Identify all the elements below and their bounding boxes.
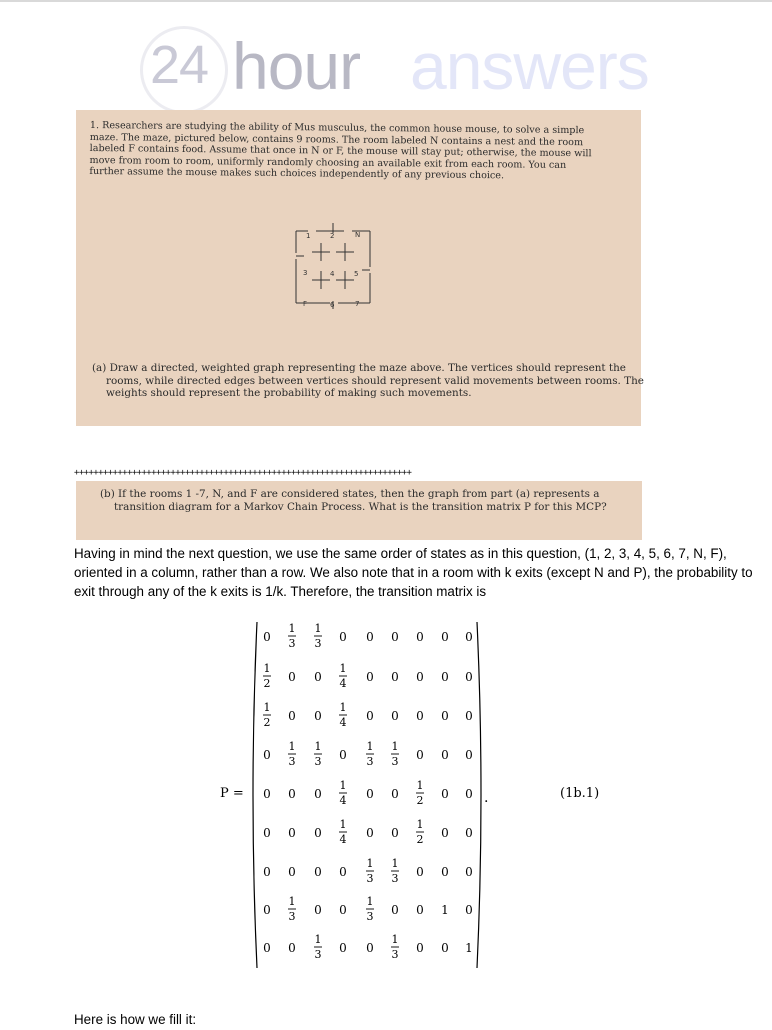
maze-room-4: 4 bbox=[330, 270, 335, 278]
problem-part-a: (a) Draw a directed, weighted graph representing the maze above. The vertices should represent the rooms, while directed edges between vertices should represent valid movements between rooms. The weights should represent the probability of making such movements. bbox=[92, 362, 644, 400]
maze-room-1: 1 bbox=[306, 232, 311, 240]
matrix-cell: 0 bbox=[416, 748, 424, 762]
matrix-cell: 0 bbox=[465, 903, 473, 917]
matrix-cell: 0 bbox=[441, 670, 449, 684]
top-border bbox=[0, 0, 772, 2]
matrix-cell: 0 bbox=[391, 903, 399, 917]
matrix-cell: 0 bbox=[465, 826, 473, 840]
matrix-cell: 1 bbox=[441, 903, 449, 917]
site-logo[interactable] bbox=[140, 22, 660, 102]
matrix-cell-denominator: 4 bbox=[339, 794, 347, 807]
matrix-cell: 0 bbox=[288, 670, 296, 684]
matrix-cell: 0 bbox=[366, 787, 374, 801]
matrix-cell-numerator: 1 bbox=[288, 622, 296, 635]
equation-number: (1b.1) bbox=[560, 786, 600, 801]
matrix-cell: 0 bbox=[441, 865, 449, 879]
maze-room-6: 6 bbox=[330, 301, 335, 309]
matrix-cell: 0 bbox=[441, 941, 449, 955]
matrix-cell: 0 bbox=[416, 941, 424, 955]
matrix-cell: 0 bbox=[416, 865, 424, 879]
matrix-cell-denominator: 3 bbox=[391, 948, 399, 961]
matrix-cell: 0 bbox=[391, 630, 399, 644]
footer-text: Here is how we fill it: bbox=[74, 1012, 197, 1027]
maze-room-3: 3 bbox=[303, 269, 308, 277]
problem-intro: 1. Researchers are studying the ability of Mus musculus, the common house mouse, to solve a simple maze. The maze, pictured below, contains 9 rooms. The room labeled N contains a nest and the room labeled F contains food. Assume that once in N or F, the mouse will stay put; otherwise, the mouse will move from room to room, uniformly randomly choosing an available exit from each room. You can further assume the mouse makes such choices independently of any previous choice. bbox=[89, 120, 592, 182]
matrix-cell: 0 bbox=[339, 903, 347, 917]
matrix-cell-denominator: 2 bbox=[416, 833, 424, 846]
matrix-cell: 0 bbox=[366, 709, 374, 723]
matrix-cell: 0 bbox=[441, 709, 449, 723]
matrix-cell-denominator: 4 bbox=[339, 716, 347, 729]
matrix-cell-denominator: 2 bbox=[263, 677, 271, 690]
matrix-cell-numerator: 1 bbox=[288, 740, 296, 753]
logo-word-answers: answers bbox=[410, 29, 649, 103]
maze-room-7: 7 bbox=[355, 300, 360, 308]
matrix-cell: 0 bbox=[366, 670, 374, 684]
matrix-cell: 0 bbox=[263, 903, 271, 917]
matrix-cell-denominator: 4 bbox=[339, 833, 347, 846]
matrix-cell: 0 bbox=[465, 865, 473, 879]
maze-room-n: N bbox=[355, 231, 361, 239]
answer-paragraph: Having in mind the next question, we use the same order of states as in this question, (1, 2, 3, 4, 5, 6, 7, N, F), oriented in a column, rather than a row. We also note that in a room with k exits (except N and P), the probability to exit through any of the k exits is 1/k. Therefore, the transition matrix is bbox=[74, 546, 753, 599]
matrix-cell: 0 bbox=[441, 748, 449, 762]
maze-room-5: 5 bbox=[354, 270, 359, 278]
matrix-cell: 0 bbox=[314, 670, 322, 684]
matrix-cell-denominator: 3 bbox=[366, 910, 374, 923]
matrix-cell: 1 bbox=[465, 941, 473, 955]
matrix-cell: 0 bbox=[441, 787, 449, 801]
matrix-cell: 0 bbox=[465, 670, 473, 684]
matrix-cell: 0 bbox=[314, 787, 322, 801]
matrix-cell-numerator: 1 bbox=[391, 740, 399, 753]
matrix-cell: 0 bbox=[391, 787, 399, 801]
matrix-cell-denominator: 3 bbox=[314, 637, 322, 650]
matrix-cell: 0 bbox=[314, 865, 322, 879]
matrix-cell-numerator: 1 bbox=[391, 857, 399, 870]
matrix-cell-denominator: 3 bbox=[314, 755, 322, 768]
matrix-cell-numerator: 1 bbox=[339, 701, 347, 714]
matrix-cell-denominator: 4 bbox=[339, 677, 347, 690]
matrix-cell-denominator: 3 bbox=[391, 872, 399, 885]
matrix-cell-numerator: 1 bbox=[263, 662, 271, 675]
matrix-cell: 0 bbox=[391, 709, 399, 723]
matrix-cell: 0 bbox=[263, 630, 271, 644]
matrix-cell-denominator: 3 bbox=[288, 910, 296, 923]
matrix-cell: 0 bbox=[416, 630, 424, 644]
matrix-cell: 0 bbox=[465, 787, 473, 801]
matrix-cell-denominator: 3 bbox=[288, 637, 296, 650]
matrix-cell: 0 bbox=[263, 748, 271, 762]
matrix-cell: 0 bbox=[263, 787, 271, 801]
matrix-cell: 0 bbox=[314, 826, 322, 840]
matrix-cell: 0 bbox=[441, 826, 449, 840]
matrix-cell: 0 bbox=[366, 630, 374, 644]
matrix-cell: 0 bbox=[441, 630, 449, 644]
matrix-cell-numerator: 1 bbox=[339, 662, 347, 675]
matrix-cell-numerator: 1 bbox=[314, 933, 322, 946]
problem-part-b-photo bbox=[76, 481, 642, 540]
matrix-cell-numerator: 1 bbox=[416, 818, 424, 831]
matrix-cell: 0 bbox=[339, 630, 347, 644]
matrix-cell: 0 bbox=[263, 941, 271, 955]
logo-word-hour: hour bbox=[232, 29, 361, 103]
matrix-cell-numerator: 1 bbox=[288, 895, 296, 908]
matrix-cell-numerator: 1 bbox=[416, 779, 424, 792]
matrix-cell: 0 bbox=[288, 865, 296, 879]
matrix-cell: 0 bbox=[416, 709, 424, 723]
matrix-cell: 0 bbox=[339, 941, 347, 955]
matrix-cell: 0 bbox=[465, 709, 473, 723]
matrix-cell: 0 bbox=[314, 709, 322, 723]
matrix-lhs: P = bbox=[220, 786, 244, 801]
matrix-cell: 0 bbox=[366, 826, 374, 840]
matrix-cell: 0 bbox=[465, 748, 473, 762]
matrix-cell-denominator: 3 bbox=[288, 755, 296, 768]
separator-line: ++++++++++++++++++++++++++++++++++++++++++++++++++++++++++++++++++++++ bbox=[74, 468, 412, 478]
matrix-cell-numerator: 1 bbox=[391, 933, 399, 946]
matrix-cell: 0 bbox=[416, 903, 424, 917]
matrix-cell-numerator: 1 bbox=[366, 740, 374, 753]
matrix-cell-denominator: 3 bbox=[366, 872, 374, 885]
matrix-period: . bbox=[484, 790, 489, 806]
matrix-cell: 0 bbox=[339, 748, 347, 762]
matrix-cell: 0 bbox=[391, 826, 399, 840]
matrix-cell-denominator: 2 bbox=[263, 716, 271, 729]
problem-photo bbox=[76, 110, 644, 426]
matrix-cell: 0 bbox=[416, 670, 424, 684]
matrix-cell-numerator: 1 bbox=[263, 701, 271, 714]
matrix-cell: 0 bbox=[391, 670, 399, 684]
matrix-cell: 0 bbox=[465, 630, 473, 644]
matrix-cell: 0 bbox=[339, 865, 347, 879]
logo-number: 24 bbox=[150, 35, 209, 95]
maze-room-2: 2 bbox=[330, 232, 335, 240]
matrix-cell: 0 bbox=[288, 787, 296, 801]
matrix-cell-denominator: 2 bbox=[416, 794, 424, 807]
matrix-cell: 0 bbox=[263, 865, 271, 879]
matrix-cell-denominator: 3 bbox=[366, 755, 374, 768]
matrix-cell-denominator: 3 bbox=[314, 948, 322, 961]
matrix-cell-numerator: 1 bbox=[366, 857, 374, 870]
matrix-cell: 0 bbox=[366, 941, 374, 955]
matrix-left-paren bbox=[253, 622, 257, 968]
matrix-cell: 0 bbox=[314, 903, 322, 917]
matrix-cell-numerator: 1 bbox=[339, 818, 347, 831]
matrix-cell-numerator: 1 bbox=[314, 622, 322, 635]
matrix-cell: 0 bbox=[288, 826, 296, 840]
matrix-cell: 0 bbox=[263, 826, 271, 840]
matrix-cell-denominator: 3 bbox=[391, 755, 399, 768]
matrix-cell-numerator: 1 bbox=[339, 779, 347, 792]
maze-room-f: F bbox=[303, 300, 308, 308]
matrix-cell: 0 bbox=[288, 709, 296, 723]
matrix-cell: 0 bbox=[288, 941, 296, 955]
transition-matrix bbox=[247, 620, 487, 970]
matrix-right-paren bbox=[477, 622, 481, 968]
matrix-cell-numerator: 1 bbox=[366, 895, 374, 908]
matrix-cell-numerator: 1 bbox=[314, 740, 322, 753]
problem-part-b: (b) If the rooms 1 -7, N, and F are considered states, then the graph from part (a) represents a transition diagram for a Markov Chain Process. What is the transition matrix P for this MCP? bbox=[100, 488, 607, 513]
